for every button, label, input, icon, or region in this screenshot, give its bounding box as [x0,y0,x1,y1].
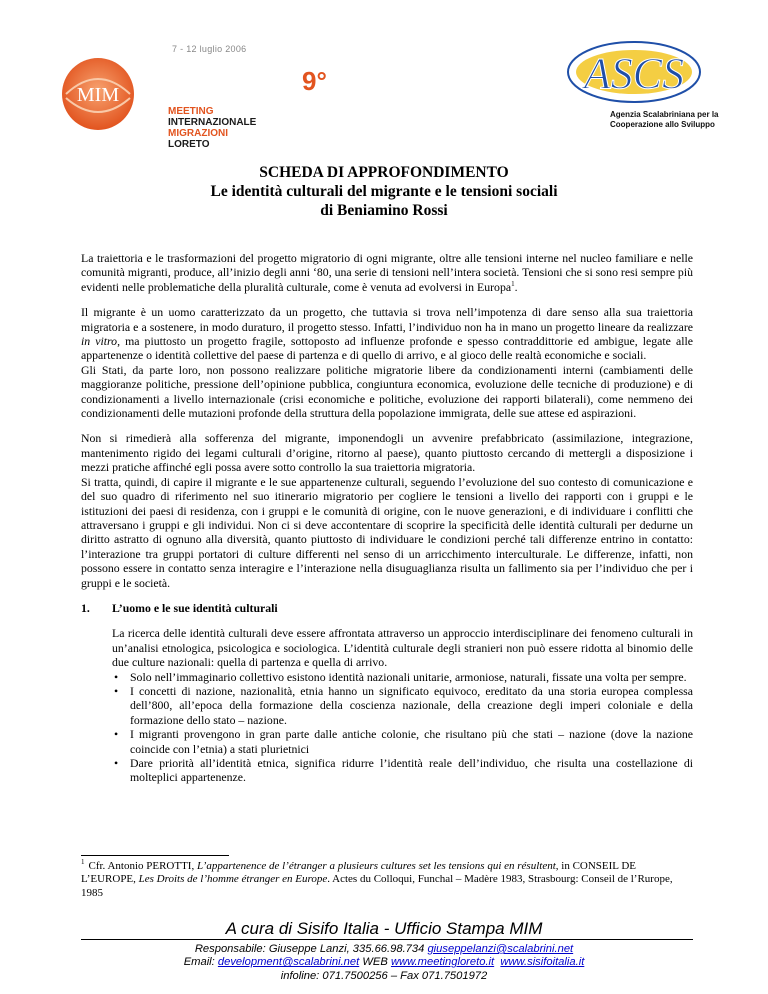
ascs-caption-line1: Agenzia Scalabriniana per la [610,110,719,119]
mim-circle-emblem [60,56,136,132]
paragraph-1: La traiettoria e le trasformazioni del progetto migratorio di ogni migrante, oltre alle tensioni interne nel nucleo familiare e nelle comunità migranti, produce, all’inizio degli anni ‘80, una serie di tensioni nell’intera società. Tensioni che si sono resi sempre più evidenti nelle problematiche della pluralità culturale, come è venuta ad evolversi in Europa$^1$. [81,251,693,294]
bullet-icon: • [114,683,119,698]
title-line1: SCHEDA DI APPROFONDIMENTO [259,164,509,181]
sisifoitalia-link[interactable]: www.sisifoitalia.it [500,956,585,969]
title-line2: Le identità culturali del migrante e le tensioni sociali [210,183,558,200]
footer-line-responsabile: Responsabile: Giuseppe Lanzi, 335.66.98.734 giuseppelanzi@scalabrini.net [194,943,574,955]
bullet-icon: • [114,669,119,684]
ascs-caption [610,110,718,130]
footer [0,919,768,939]
section-1-body [112,626,693,784]
ascs-wordmark: ASCS [583,49,685,98]
mim-line-migrazioni: MIGRAZIONI [168,128,228,139]
paragraph-5: Si tratta, quindi, di capire il migrante e le sue appartenenze culturali, seguendo l’evoluzione del suo contesto di comunicazione e del suo quadro di riferimento nel suo itinerario migratorio per cogliere le tensioni a livello dei rapporti con i gruppi e le istituzioni dei paesi di residenza, con i gruppi e le comunità di origine, con le nuove generazioni, e di individuare i conflitti che attraversano i gruppi e gli individui. Non ci si deve accontentare di scoprire la specificità delle identità culturali per dedurne un diritto astratto di ognuno alla diversità, quanto piuttosto di individuare le condizioni perché tali differenze entrino in contatto: l’interazione tra gruppi portatori di culture differenti nel senso di un arricchimento interculturale. Le differenze, infatti, non possono essere in contatto senza interagire e l’interazione nella disuguaglianza risulta un fallimento sia per l’individuo che per i gruppi e le società. [81,474,693,590]
section-1-heading [81,601,693,615]
list-item: • I concetti di nazione, nazionalità, etnia hanno un significato equivoco, ereditato da una storia europea complessa dell’800, all’epoca della formazione della coscienza nazionale, della creazione degli imperi coloniale e della formazione dello stato – nazione. [114,683,693,727]
list-item: • Dare priorità all’identità etnica, significa ridurre l’identità reale dell’individuo, che risulta una costellazione di molteplici appartenenze. [114,756,693,785]
section-1-number: 1. [81,600,90,615]
ascs-logo [552,40,719,150]
document-body [81,251,693,785]
paragraph-2: Il migrante è un uomo caratterizzato da un progetto, che tuttavia si trova nell’impotenza di dare senso alla sua traiettoria migratoria e a sostenere, in modo duraturo, il progetto stesso. Infatti, l’individuo non ha in mano un progetto lineare da realizzare in vitro, ma piuttosto un progetto fragile, sottoposto ad influenze profonde e spesso contraddittorie ed ambigue, legate alle appartenenze o identità collettive del paese di partenza e di quello di arrivo, e al gioco delle realtà economiche e sociali. [81,305,693,363]
bullet-icon: • [114,727,119,742]
bullet-icon: • [114,756,119,770]
section-1-intro: La ricerca delle identità culturali deve essere affrontata attraverso un approccio interdisciplinare dei fenomeno culturali in un’analisi etnologica, psicologica e sociologica. L’identità culturale degli stranieri non può essere ridotta al binomio delle due culture nazionali: quella di partenza e quella di arrivo. [112,626,693,670]
mim-edition-number: 9° [302,66,327,96]
mim-logo [60,40,327,150]
paragraph-4: Non si rimedierà alla sofferenza del migrante, imponendogli un avvenire prefabbricato (assimilazione, integrazione, mantenimento rigido dei legami culturali d’origine, ritorno al paese), quanto piuttosto cercando di mettergli a disposizione i mezzi pratiche affinché egli possa avere sotto controllo la sua traiettoria migratoria. [81,431,693,475]
section-1-title: L’uomo e le sue identità culturali [112,600,278,615]
ascs-emblem [552,40,712,110]
ascs-caption-line2: Cooperazione allo Sviluppo [610,120,715,129]
footnote-ref-1[interactable]: 1 [511,279,515,288]
section-1-bullet-list [112,670,693,785]
meetingloreto-link[interactable]: www.meetingloreto.it [390,956,495,969]
mim-date: 7 - 12 luglio 2006 [172,44,247,54]
footnote-1: $^1$ Cfr. Antonio PEROTTI, L’appartenence de l’étranger a plusieurs cultures set les tensions qui en résultent, in CONSEIL DE L’EUROPE, Les Droits de l’homme étranger en Europe. Actes du Colloqui, Funchal – Madère 1983, Strasbourg: Conseil de l’Rurope, 1985 [81,858,673,899]
paragraph-3: Gli Stati, da parte loro, non possono realizzare politiche migratorie libere da condizionamenti interni (cambiamenti delle maggioranze politiche, pressione dell’opinione pubblica, congiuntura economica, evoluzione delle tecniche di produzione) e di condizionamenti a livello internazionale (crisi economiche e politiche, evoluzione dei rapporti bilaterali), come nemmeno dei condizionamenti delle mutazioni profonde della struttura della popolazione immigrata, delle sue attese ed aspirazioni. [81,362,693,421]
mim-line-meeting: MEETING [168,106,214,117]
footer-line-infoline: infoline: 071.7500256 – Fax 071.7501972 [280,969,488,982]
footer-line-email-web: Email: development@scalabrini.net WEB www.meetingloreto.it www.sisifoitalia.it [183,956,585,969]
mim-line-loreto: LORETO [168,139,210,150]
document-title [0,163,768,220]
mim-lines [168,106,256,150]
footnote-number: 1 [81,858,85,867]
development-email-link[interactable]: development@scalabrini.net [217,956,360,969]
mim-line-internazionale: INTERNAZIONALE [168,117,257,128]
footer-separator [81,939,693,940]
footnote-separator [81,855,229,856]
list-item: • Solo nell’immaginario collettivo esistono identità nazionali unitarie, armoniose, naturali, fissate una volta per sempre. [114,669,687,684]
responsabile-email-link[interactable]: giuseppelanzi@scalabrini.net [427,943,574,955]
title-line3: di Beniamino Rossi [320,202,448,219]
mim-circle-text: MIM [76,84,120,106]
footer-title: A cura di Sisifo Italia - Ufficio Stampa MIM [225,919,543,938]
list-item: • I migranti provengono in gran parte dalle antiche colonie, che risultano più che stati – nazione (dove la nazione coincide con l’etnia) a stati plurietnici [114,727,693,756]
footer-contacts [0,943,768,983]
